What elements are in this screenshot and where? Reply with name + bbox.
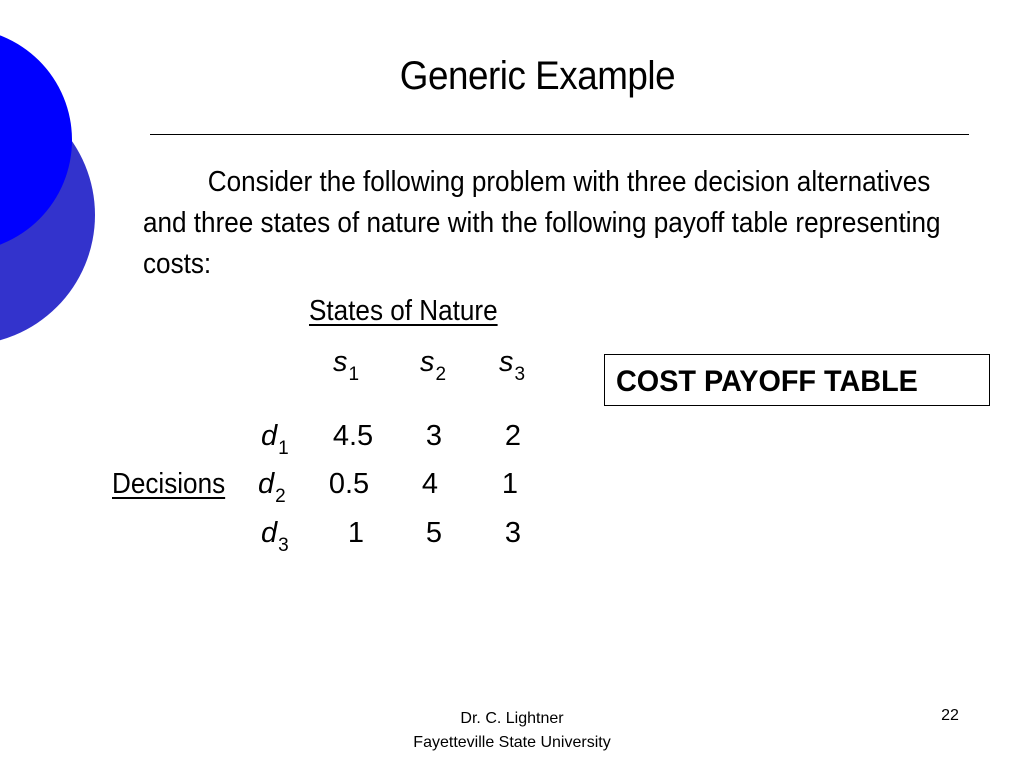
footer-institution: Fayetteville State University (413, 734, 611, 751)
cell-d2-s3: 1 (501, 468, 519, 500)
decisions-label: Decisions (112, 468, 226, 500)
cost-payoff-table-label (604, 354, 990, 406)
callout-text: COST PAYOFF TABLE (616, 365, 918, 398)
cell-d3-s1: 1 (347, 517, 365, 549)
cell-d2-s1: 0.5 (328, 468, 370, 500)
decision-row-d3-label: $d_3$ (261, 517, 289, 556)
footer-author: Dr. C. Lightner (460, 710, 564, 727)
states-of-nature-header: States of Nature (309, 295, 498, 327)
title-divider (150, 134, 969, 135)
decision-row-d1-label: $d_1$ (261, 420, 289, 459)
cell-d1-s2: 3 (425, 420, 443, 452)
state-column-s1: $s_1$ (333, 346, 360, 385)
state-column-s2: $s_2$ (420, 346, 447, 385)
cell-d1-s1: 4.5 (332, 420, 374, 452)
cell-d3-s2: 5 (425, 517, 443, 549)
page-number: 22 (941, 707, 959, 724)
intro-text: Consider the following problem with three decision alternatives and three states of nature with the following payoff table representing costs: (143, 166, 941, 280)
cell-d3-s3: 3 (504, 517, 522, 549)
cell-d1-s3: 2 (504, 420, 522, 452)
slide-footer (362, 707, 662, 755)
state-column-s3: $s_3$ (499, 346, 526, 385)
intro-paragraph (143, 162, 953, 285)
cell-d2-s2: 4 (421, 468, 439, 500)
decision-row-d2-label: $d_2$ (258, 468, 286, 507)
slide-title: Generic Example (399, 54, 676, 98)
